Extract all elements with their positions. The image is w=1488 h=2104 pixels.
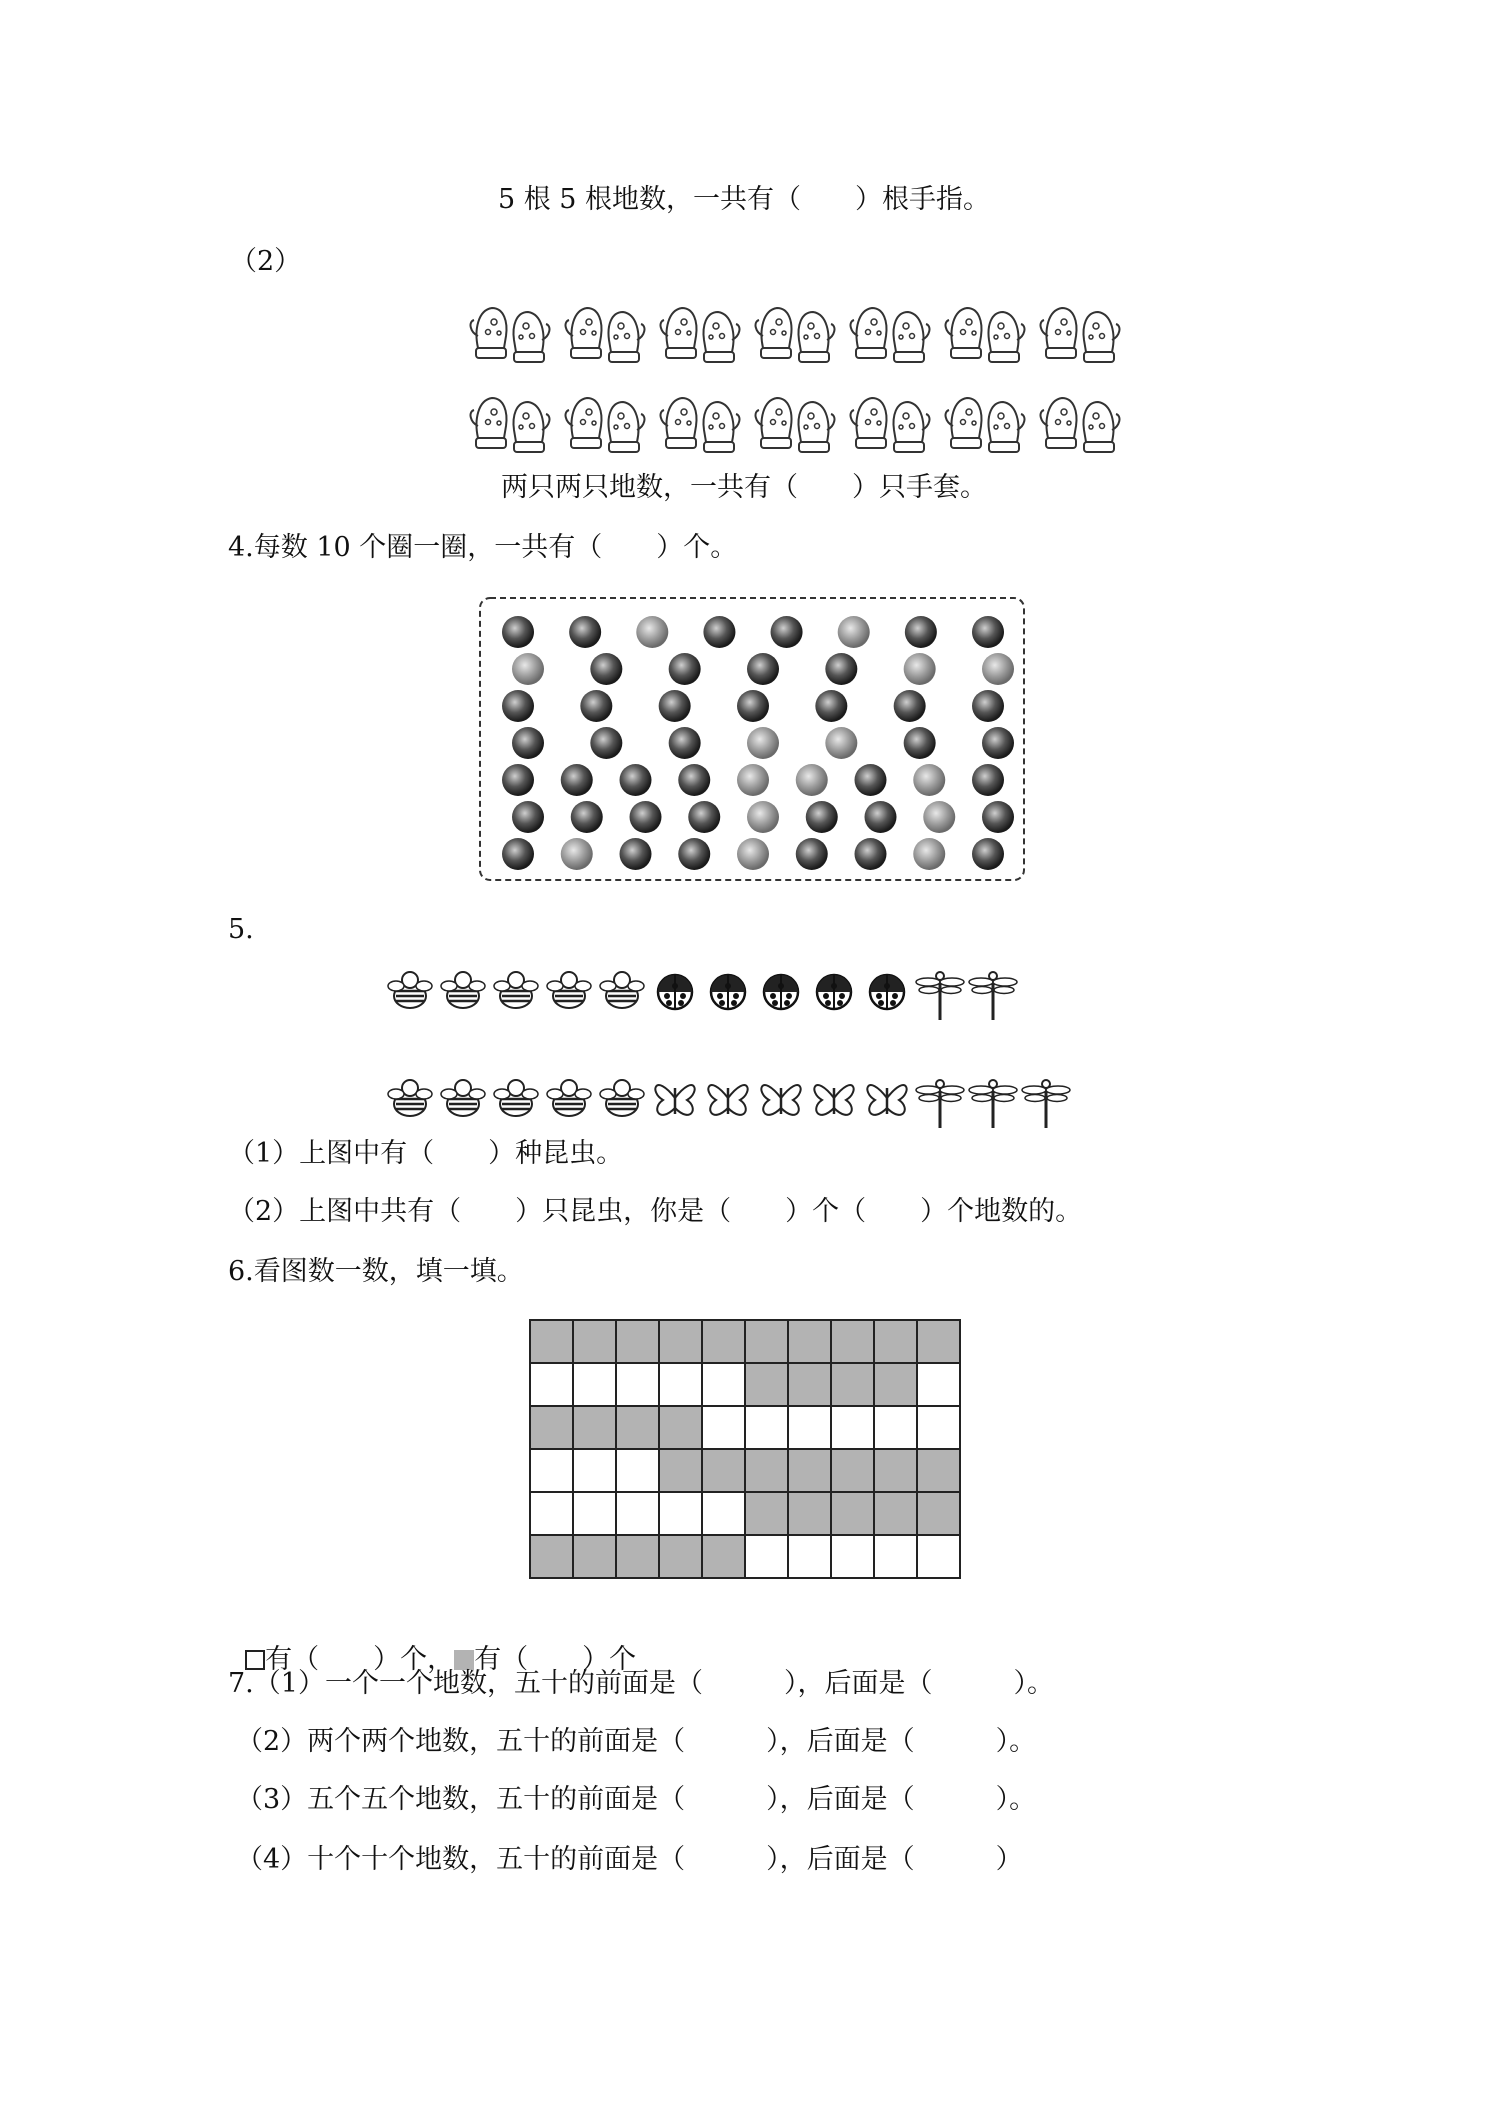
q3-part2-label: （2） <box>230 246 302 277</box>
glove-pair <box>1041 398 1120 452</box>
gray-cell <box>616 1535 659 1578</box>
glove-pair <box>566 398 645 452</box>
q7-line-2: （2）两个两个地数，五十的前面是（ ），后面是（ ）。 <box>236 1726 1037 1757</box>
white-cell <box>659 1363 702 1406</box>
glove-pair <box>756 398 835 452</box>
glove-pair <box>661 398 740 452</box>
gray-cell <box>745 1449 788 1492</box>
gray-cell <box>616 1406 659 1449</box>
mitten-icon <box>756 308 792 358</box>
mitten-icon <box>851 398 887 448</box>
ball <box>972 690 1004 722</box>
ball <box>747 801 779 833</box>
gray-cell <box>831 1449 874 1492</box>
ball <box>669 727 701 759</box>
ball <box>905 616 937 648</box>
ball <box>972 764 1004 796</box>
glove-illustration <box>0 290 1488 490</box>
mitten-icon <box>514 402 550 452</box>
mitten-icon <box>609 402 645 452</box>
gray-cell <box>831 1320 874 1363</box>
glove-row <box>471 398 1120 452</box>
mitten-icon <box>514 312 550 362</box>
ball <box>904 653 936 685</box>
white-cell <box>702 1363 745 1406</box>
white-cell <box>745 1406 788 1449</box>
white-cell <box>745 1535 788 1578</box>
dragonfly-icon <box>1022 1080 1070 1128</box>
gray-cell <box>917 1449 960 1492</box>
insect-row <box>388 1080 1070 1128</box>
mitten-icon <box>1041 308 1077 358</box>
ball <box>737 764 769 796</box>
gray-cell <box>530 1535 573 1578</box>
gray-cell <box>573 1535 616 1578</box>
ball <box>982 727 1014 759</box>
bee-icon <box>441 1080 485 1116</box>
gray-cell <box>917 1492 960 1535</box>
white-cell <box>616 1492 659 1535</box>
ball <box>747 653 779 685</box>
ball <box>737 838 769 870</box>
square-grid <box>528 1318 968 1586</box>
white-cell <box>831 1406 874 1449</box>
bee-icon <box>600 972 644 1008</box>
ball <box>569 616 601 648</box>
white-cell <box>702 1406 745 1449</box>
gray-cell <box>745 1492 788 1535</box>
gray-cell <box>659 1535 702 1578</box>
gray-cell <box>573 1406 616 1449</box>
white-cell <box>573 1449 616 1492</box>
dragonfly-icon <box>969 972 1017 1020</box>
mitten-icon <box>989 402 1025 452</box>
ball <box>580 690 612 722</box>
glove-pair <box>471 308 550 362</box>
mitten-icon <box>799 402 835 452</box>
ball <box>913 838 945 870</box>
mitten-icon <box>756 398 792 448</box>
q5-label: 5. <box>228 914 254 945</box>
butterfly-icon <box>814 1085 853 1115</box>
mitten-icon <box>704 402 740 452</box>
q6-answer-white: 有（ ）个， <box>265 1644 455 1675</box>
gray-cell <box>745 1320 788 1363</box>
bee-icon <box>600 1080 644 1116</box>
gray-cell <box>702 1535 745 1578</box>
q7-line-4: （4）十个十个地数，五十的前面是（ ），后面是（ ） <box>236 1844 1023 1875</box>
ball <box>737 690 769 722</box>
glove-pair <box>566 308 645 362</box>
dragonfly-icon <box>969 1080 1017 1128</box>
glove-pair <box>1041 308 1120 362</box>
white-cell <box>616 1449 659 1492</box>
insect-illustration <box>0 960 1488 1120</box>
butterfly-icon <box>655 1085 694 1115</box>
gray-cell <box>874 1363 917 1406</box>
ball <box>630 801 662 833</box>
white-cell <box>530 1492 573 1535</box>
gray-cell <box>917 1320 960 1363</box>
bee-icon <box>441 972 485 1008</box>
white-cell <box>917 1406 960 1449</box>
ladybug-icon <box>711 975 745 1009</box>
white-cell <box>788 1406 831 1449</box>
ball <box>703 616 735 648</box>
glove-pair <box>851 308 930 362</box>
mitten-icon <box>1084 402 1120 452</box>
glove-pair <box>946 308 1025 362</box>
gray-cell <box>616 1320 659 1363</box>
gray-cell <box>659 1406 702 1449</box>
ball <box>972 838 1004 870</box>
gray-cell <box>831 1492 874 1535</box>
ball <box>659 690 691 722</box>
ball <box>904 727 936 759</box>
ball <box>512 653 544 685</box>
ball <box>855 838 887 870</box>
ladybug-icon <box>764 975 798 1009</box>
ball <box>913 764 945 796</box>
ball <box>502 616 534 648</box>
ladybug-icon <box>870 975 904 1009</box>
bee-icon <box>547 972 591 1008</box>
gray-cell <box>530 1406 573 1449</box>
bee-icon <box>494 972 538 1008</box>
bee-icon <box>388 1080 432 1116</box>
gray-cell <box>788 1320 831 1363</box>
gray-cell <box>788 1449 831 1492</box>
ball <box>590 653 622 685</box>
mitten-icon <box>661 398 697 448</box>
gray-cell <box>659 1320 702 1363</box>
glove-pair <box>471 398 550 452</box>
ball <box>502 838 534 870</box>
ball <box>678 764 710 796</box>
gray-cell <box>530 1320 573 1363</box>
ball <box>796 838 828 870</box>
ball <box>815 690 847 722</box>
glove-pair <box>946 398 1025 452</box>
q7-line-3: （3）五个五个地数，五十的前面是（ ），后面是（ ）。 <box>236 1784 1037 1815</box>
bee-icon <box>494 1080 538 1116</box>
mitten-icon <box>609 312 645 362</box>
ladybug-icon <box>658 975 692 1009</box>
ball <box>825 727 857 759</box>
white-cell <box>917 1535 960 1578</box>
white-cell <box>874 1406 917 1449</box>
ball <box>620 838 652 870</box>
white-cell <box>573 1492 616 1535</box>
ball <box>590 727 622 759</box>
butterfly-icon <box>867 1085 906 1115</box>
ball <box>796 764 828 796</box>
ball <box>620 764 652 796</box>
ball <box>678 838 710 870</box>
bee-icon <box>547 1080 591 1116</box>
mitten-icon <box>989 312 1025 362</box>
mitten-icon <box>894 312 930 362</box>
ladybug-icon <box>817 975 851 1009</box>
ball <box>561 838 593 870</box>
gray-cell <box>659 1449 702 1492</box>
ball <box>982 653 1014 685</box>
ball <box>688 801 720 833</box>
mitten-icon <box>799 312 835 362</box>
mitten-icon <box>894 402 930 452</box>
q3-part2-sentence: 两只两只地数，一共有（ ）只手套。 <box>501 472 987 503</box>
bee-icon <box>388 972 432 1008</box>
ball <box>923 801 955 833</box>
dragonfly-icon <box>916 972 964 1020</box>
ball-illustration <box>478 596 1026 882</box>
ball <box>982 801 1014 833</box>
white-cell <box>530 1363 573 1406</box>
ball <box>771 616 803 648</box>
ball <box>806 801 838 833</box>
ball <box>747 727 779 759</box>
gray-cell <box>745 1363 788 1406</box>
ball <box>855 764 887 796</box>
q6-answer-gray: 有（ ）个 <box>474 1644 637 1675</box>
white-cell <box>659 1492 702 1535</box>
mitten-icon <box>566 308 602 358</box>
mitten-icon <box>471 308 507 358</box>
ball <box>561 764 593 796</box>
white-cell <box>573 1363 616 1406</box>
gray-cell <box>788 1492 831 1535</box>
white-cell <box>788 1535 831 1578</box>
gray-cell <box>702 1320 745 1363</box>
ball <box>636 616 668 648</box>
ball <box>512 727 544 759</box>
butterfly-icon <box>761 1085 800 1115</box>
mitten-icon <box>661 308 697 358</box>
ball <box>502 764 534 796</box>
ball <box>669 653 701 685</box>
mitten-icon <box>851 308 887 358</box>
white-cell <box>917 1363 960 1406</box>
ball <box>571 801 603 833</box>
ball <box>972 616 1004 648</box>
gray-cell <box>573 1320 616 1363</box>
gray-cell <box>874 1492 917 1535</box>
glove-pair <box>756 308 835 362</box>
mitten-icon <box>704 312 740 362</box>
ball <box>838 616 870 648</box>
q3-part1-sentence: 5 根 5 根地数，一共有（ ）根手指。 <box>497 184 991 215</box>
white-cell <box>616 1363 659 1406</box>
ball <box>502 690 534 722</box>
mitten-icon <box>1041 398 1077 448</box>
mitten-icon <box>1084 312 1120 362</box>
q7-line-1: 7.（1）一个一个地数，五十的前面是（ ），后面是（ ）。 <box>228 1668 1054 1699</box>
ball <box>825 653 857 685</box>
white-cell <box>831 1535 874 1578</box>
white-cell <box>530 1449 573 1492</box>
gray-cell <box>874 1320 917 1363</box>
glove-pair <box>851 398 930 452</box>
white-cell <box>874 1535 917 1578</box>
gray-cell <box>874 1449 917 1492</box>
q5-part2: （2）上图中共有（ ）只昆虫，你是（ ）个（ ）个地数的。 <box>228 1196 1083 1227</box>
insect-row <box>388 972 1017 1020</box>
q6-prompt: 6.看图数一数，填一填。 <box>228 1256 524 1287</box>
ball <box>894 690 926 722</box>
gray-cell <box>831 1363 874 1406</box>
mitten-icon <box>946 308 982 358</box>
glove-pair <box>661 308 740 362</box>
mitten-icon <box>471 398 507 448</box>
dragonfly-icon <box>916 1080 964 1128</box>
glove-row <box>471 308 1120 362</box>
gray-cell <box>702 1449 745 1492</box>
ball <box>865 801 897 833</box>
ball <box>512 801 544 833</box>
white-cell <box>702 1492 745 1535</box>
gray-cell <box>788 1363 831 1406</box>
q4-prompt: 4.每数 10 个圈一圈，一共有（ ）个。 <box>228 532 738 563</box>
mitten-icon <box>946 398 982 448</box>
mitten-icon <box>566 398 602 448</box>
butterfly-icon <box>708 1085 747 1115</box>
q5-part1: （1）上图中有（ ）种昆虫。 <box>228 1138 624 1169</box>
